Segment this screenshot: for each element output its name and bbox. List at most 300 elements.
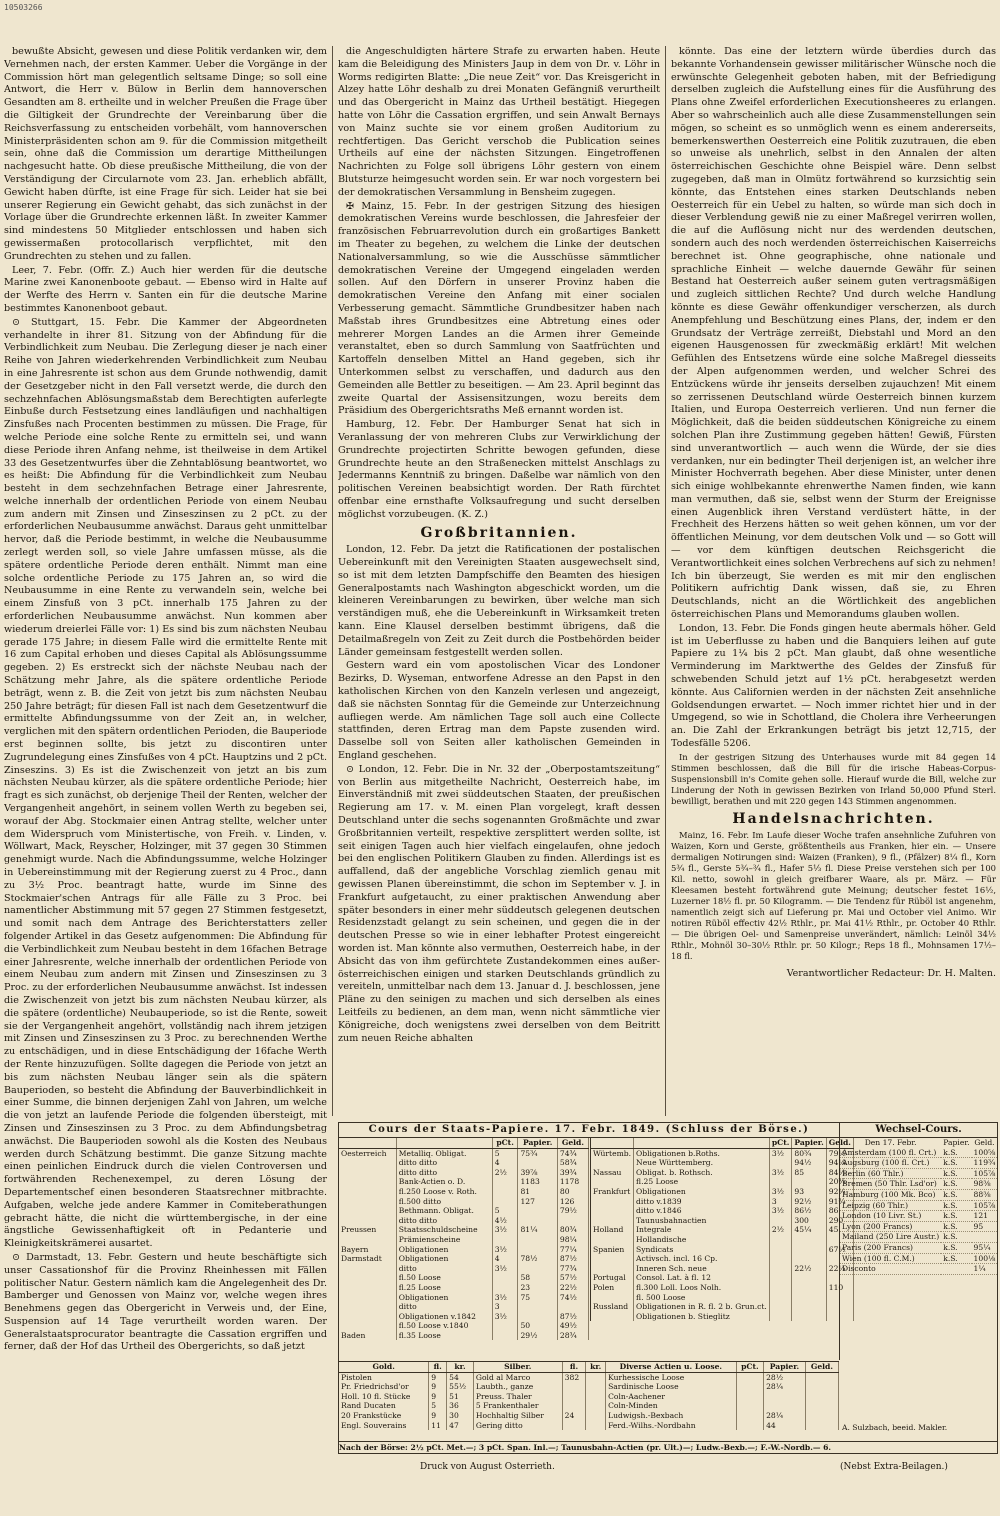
bond-row (339, 1158, 589, 1168)
table-cell: Oesterreich (339, 1148, 396, 1158)
table-cell: Gold al Marco (473, 1372, 562, 1382)
table-cell: Bayern (339, 1245, 396, 1255)
exchange-row (840, 1200, 997, 1211)
table-cell: 51 (447, 1392, 474, 1402)
table-cell: 81 (518, 1187, 557, 1197)
table-cell: Inneren Sch. neue (634, 1264, 770, 1274)
table-header-cell: Geld. (974, 1138, 995, 1147)
table-cell: Pistolen (339, 1372, 429, 1382)
table-cell: 79½ (826, 1148, 853, 1158)
table-cell: 78½ (518, 1254, 557, 1264)
table-cell: 5 (492, 1206, 518, 1216)
table-cell (339, 1177, 396, 1187)
bond-row (339, 1321, 589, 1331)
table-cell (805, 1392, 838, 1402)
table-cell: Obligationen (396, 1245, 492, 1255)
table-cell: 3½ (492, 1225, 518, 1235)
table-cell (764, 1392, 806, 1402)
table-cell: fl.250 Loose v. Roth. (396, 1187, 492, 1197)
table-cell: ditto ditto (396, 1168, 492, 1178)
bond-row (591, 1264, 854, 1274)
table-cell: k.S. (941, 1253, 971, 1264)
table-cell: ditto v.1846 (634, 1206, 770, 1216)
table-cell: Coln-Minden (606, 1401, 737, 1411)
column-1 (4, 46, 327, 1516)
market-quotes (338, 1122, 998, 1454)
table-cell (591, 1216, 634, 1226)
table-cell: Obligationen v.1842 (396, 1312, 492, 1322)
table-cell: 300 (792, 1216, 826, 1226)
table-cell: 88⅜ (972, 1189, 998, 1200)
table-cell: Frankfurt (591, 1187, 634, 1197)
table-cell (339, 1273, 396, 1283)
table-cell: fl.500 ditto (396, 1197, 492, 1207)
table-cell: 100⅝ (973, 1147, 996, 1157)
bond-row (339, 1331, 589, 1341)
bond-row (339, 1283, 589, 1293)
table-cell: k.S. (941, 1179, 971, 1190)
table-cell (769, 1158, 792, 1168)
table-cell: fl.35 Loose (396, 1331, 492, 1341)
column-2 (338, 46, 660, 1116)
table-cell: 3½ (769, 1206, 792, 1216)
bond-row (339, 1293, 589, 1303)
section-heading-grossbritannien: Großbritannien. (420, 525, 578, 542)
table-cell (586, 1411, 606, 1421)
table-cell: 5 (492, 1148, 518, 1158)
table-cell: k.S. (941, 1189, 971, 1200)
printer-imprint: Druck von August Osterrieth. (420, 1462, 555, 1472)
table-cell: 95¼ (972, 1242, 998, 1253)
table-cell: 9 (429, 1382, 447, 1392)
table-cell: Consol. Lat. à fl. 12 (634, 1273, 770, 1283)
table-cell: 3½ (769, 1148, 792, 1158)
table-cell: 67½ (826, 1245, 853, 1255)
table-cell (586, 1392, 606, 1402)
table-cell: k.S. (941, 1200, 971, 1211)
table-cell (764, 1401, 806, 1411)
bond-table (339, 1138, 851, 1360)
exchange-row (840, 1189, 997, 1200)
table-cell: Laubth., ganze (473, 1382, 562, 1392)
table-cell: 94½ (792, 1158, 826, 1168)
table-cell: Metalliq. Obligat. (396, 1148, 492, 1158)
table-cell: Holl. 10 fl. Stücke (339, 1392, 429, 1402)
article-paragraph: Leer, 7. Febr. (Offr. Z.) Auch hier werden für die deutsche Marine zwei Kanonenboote gebaut. — Ebenso wird in Halte auf der Werfte des Herrn v. Santen ein für die deutsche Marine bestimmtes Kanonenboot gebaut. (4, 264, 327, 314)
table-cell: 80¾ (557, 1225, 588, 1235)
table-cell (492, 1331, 518, 1341)
table-cell: 9 (429, 1392, 447, 1402)
table-cell: 9 (429, 1372, 447, 1382)
table-cell (792, 1273, 826, 1283)
table-cell: ditto ditto (396, 1216, 492, 1226)
table-cell: 1178 (557, 1177, 588, 1187)
bond-row (591, 1206, 854, 1216)
bond-row (591, 1216, 854, 1226)
table-cell: k.S. (941, 1232, 971, 1243)
table-header-cell: Geld. (557, 1138, 588, 1148)
exchange-row (840, 1179, 997, 1190)
table-cell (591, 1312, 634, 1322)
table-header-cell: pCt. (736, 1362, 763, 1372)
table-header-cell: Den 17. Febr. (864, 1138, 917, 1147)
table-cell (339, 1235, 396, 1245)
table-cell: Staatsschuldscheine (396, 1225, 492, 1235)
bond-row (591, 1283, 854, 1293)
table-cell (492, 1187, 518, 1197)
article-paragraph: könnte. Das eine der letztern würde überdies durch das bekannte Vorhandensein gewisser militärischer Wünsche noch die erwünschte Gelegenheit geboten haben, mit der Befriedigung derselben zugleich die Aufstellung eines für die Ausführung des Plans ohne Zweifel erforderlichen Executionsheeres zu erlangen. Aber so wahrscheinlich auch alle diese Zusammenstellungen sein mögen, so scheint es so unmöglich wenn es einem andererseits, bemerkenswerthen Oesterreich eine Politik zuzutrauen, die eben so unweise als unehrlich, selbst in den Annalen der alten österreichischen Geschichte ohne Beispiel wäre. Denn selbst zugegeben, daß man in Olmütz fortwährend so kurzsichtig sein könnte, das Entstehen eines starken Deutschlands neben Oesterreich für ein Uebel zu halten, so würde man sich doch in dieser Verblendung gewiß nie zu einer Maßregel verirren wollen, die auf die Auflösung nicht nur des werdenden deutschen, sondern auch des noch werdenden österreichischen Kaiserreichs berechnet ist. Ohne geographische, ohne nationale und sprachliche Einheit — welche dauernde Gewähr für seinen Bestand hat Oesterreich außer seinem guten vertragsmäßigen und zugleich sittlichen Rechte? Und durch welche Handlung könnte es diese Gewähr offenkundiger verscherzen, als durch Anempfehlung und Beschützung eines Plans, der, indem er den Grundsatz der Verträge zerreißt, Diebstahl und Mord an den eigenen Hausgenossen für zweckmäßig erklärt! Mit welchen Gefühlen des Entsetzens würde eine solche Maßregel diesseits der Alpen aufgenommen werden, und welcher Schrei des Entzückens würde ihr jenseits derselben zujauchzen! Mit einem so zerrissenen Deutschland würde Oesterreich binnen kurzem Italien, und Europa Oesterreich verlieren. Und nun ferner die Möglichkeit, daß die beiden süddeutschen Königreiche zu einem solchen Plan ihre Zustimmung gegeben hätten! Gewiß, Fürsten sind unverantwortlich — auch wenn die Würde, der sie dies verdanken, nur ein bedingter Theil derjenigen ist, an welcher ihre Minister Hochverrath begehen. Aber diese Minister, unter denen sich einige wohlbekannte ehrenwerthe Namen finden, wie kann man vermuthen, daß sie, selbst wenn der Sturm der Ereignisse einen Augenblick ihren Verstand verdüstert hätte, in der Frechheit des Herzens hätten so weit gehen können, um vor der öffentlichen Meinung, vor dem deutschen Volk und — so Gott will — vor dem künftigen deutschen Reichsgericht die Verantwortlichkeit eines solchen Verbrechens auf sich zu nehmen! Ich bin überzeugt, Sie werden es mit mir den englischen Politikern aufrichtig Dank wissen, daß sie, zu Ehren Deutschlands, nicht an die Wörtlichkeit des angeblichen österreichischen Plans und Memorandums glauben wollen. (671, 46, 996, 621)
table-cell: Mailand (250 Lire Austr.) (842, 1232, 940, 1242)
table-cell: 5 Frankenthaler (473, 1401, 562, 1411)
table-cell (339, 1312, 396, 1322)
bond-row (339, 1187, 589, 1197)
table-cell (339, 1197, 396, 1207)
bond-row (591, 1177, 854, 1187)
table-cell: 3 (492, 1302, 518, 1312)
table-cell: 11 (429, 1421, 447, 1431)
table-cell: 57½ (557, 1273, 588, 1283)
table-cell: 30 (447, 1411, 474, 1421)
bond-row (591, 1197, 854, 1207)
table-cell: 3½ (492, 1312, 518, 1322)
bond-row (339, 1168, 589, 1178)
table-cell (518, 1235, 557, 1245)
table-header-cell: Papier. (792, 1138, 826, 1148)
article-paragraph: Hamburg, 12. Febr. Der Hamburger Senat hat sich in Veranlassung der von mehreren Clubs zur Verwirklichung der Grundrechte projectirten Schritte bewogen gefunden, diese Grundrechte heute an den Straßenecken mittelst Anschlags zu Jedermanns Kenntniß zu bringen. Daßelbe war nämlich von den politischen Vereinen beabsichtigt worden. Der Rath fürchtet offenbar eine ernsthafte Volksaufregung und sucht derselben möglichst vorzubeugen. (K. Z.) (338, 419, 660, 520)
table-cell (586, 1372, 606, 1382)
table-cell (792, 1302, 826, 1312)
table-cell: ditto (396, 1264, 492, 1274)
table-cell: 80¾ (792, 1148, 826, 1158)
table-cell: Hamburg (100 Mk. Bco) (840, 1189, 941, 1200)
editor-line: Verantwortlicher Redacteur: Dr. H. Malten. (786, 967, 996, 979)
exchange-row (840, 1221, 997, 1232)
table-cell (339, 1216, 396, 1226)
table-cell (792, 1245, 826, 1255)
table-cell: Leipzig (60 Thlr.) (840, 1200, 941, 1211)
table-cell (769, 1293, 792, 1303)
table-cell (518, 1312, 557, 1322)
table-cell: 121 (972, 1211, 998, 1222)
table-cell (769, 1245, 792, 1255)
table-cell: 22½ (557, 1283, 588, 1293)
table-cell: Hochhaltig Silber (473, 1411, 562, 1421)
table-cell: 22½ (792, 1264, 826, 1274)
table-cell: 119¾ (973, 1158, 996, 1168)
table-cell: Engl. Souverains (339, 1421, 429, 1431)
coin-row (339, 1421, 839, 1431)
table-cell: 45¼ (792, 1225, 826, 1235)
table-cell (792, 1283, 826, 1293)
bond-row (591, 1254, 854, 1264)
article-paragraph: ⊙ London, 12. Febr. Die in Nr. 32 der „Oberpostamtszeitung“ von Berlin aus mitgetheilte Nachricht, Oesterreich habe, im Einverständniß mit zwei süddeutschen Staaten, der preußischen Regierung am 17. v. M. einen Plan vorgelegt, kraft dessen Deutschland unter die sechs sogenannten Großmächte und zwar Großbritannien verteilt, respektive zersplittert werden sollte, ist seit einigen Tagen auch hier vielfach eingelaufen, ohne jedoch bei den englischen Politikern Glauben zu finden. Allerdings ist es auffallend, daß der angebliche Vorschlag ziemlich genau mit gewissen Planen übereinstimmt, die schon im September v. J. in Frankfurt aufgetaucht, zu einer praktischen Anwendung aber später besonders in einer mehr süddeutsch gelegenen deutschen Residenzstadt gelangt zu sein scheinen, und gegen die in der deutschen Presse so wie in einer lebhafter Protest eingereicht worden ist. Man könnte also vermuthen, Oesterreich habe, in der Absicht das von ihm gefürchtete Zustandekommen eines außer-österreichischen einigen und starken Deutschlands gründlich zu vereiteln, unmittelbar nach dem 13. Januar d. J. beschlossen, jene Pläne zu den seinigen zu machen und sich derselben als eines Leitfeils zu bedienen, an dem man, wenn nicht sämmtliche vier Königreiche, doch wenigstens zwei derselben von dem Beitritt zum neuen Reiche abhalten (338, 763, 660, 1044)
table-cell (492, 1273, 518, 1283)
table-cell: 4½ (492, 1216, 518, 1226)
table-header-cell: Papier. (764, 1362, 806, 1372)
table-cell: 39¾ (557, 1168, 588, 1178)
market-title: Cours der Staats-Papiere. 17. Febr. 1849. (Schluss der Börse.) (339, 1123, 839, 1138)
table-header-row (591, 1138, 854, 1148)
coin-table (339, 1361, 839, 1442)
table-cell (557, 1216, 588, 1226)
exchange-title: Wechsel-Cours. (840, 1123, 997, 1138)
table-cell (492, 1235, 518, 1245)
table-cell: 22¼ (826, 1264, 853, 1274)
bond-row (339, 1197, 589, 1207)
bond-row (339, 1264, 589, 1274)
bond-row (591, 1293, 854, 1303)
table-cell: 3½ (769, 1168, 792, 1178)
table-cell: 20 Frankstücke (339, 1411, 429, 1421)
table-cell: 87½ (557, 1312, 588, 1322)
table-cell (792, 1312, 826, 1322)
table-cell (562, 1382, 586, 1392)
bond-row (591, 1235, 854, 1245)
bond-row (591, 1168, 854, 1178)
table-cell: Spanien (591, 1245, 634, 1255)
table-cell: k.S. (941, 1168, 971, 1179)
table-cell: Augsburg (100 fl. Crt.) (840, 1158, 941, 1169)
table-cell: Ludwigsh.-Bexbach (606, 1411, 737, 1421)
table-cell: Russland (591, 1302, 634, 1312)
exchange-row (840, 1148, 997, 1158)
table-cell: Obligationen in R. fl. 2 b. Grun.ct. (634, 1302, 770, 1312)
table-cell (591, 1254, 634, 1264)
table-header-row (339, 1138, 589, 1148)
bond-row (591, 1225, 854, 1235)
table-header-cell: Papier. (518, 1138, 557, 1148)
coin-row (339, 1411, 839, 1421)
table-header-cell: kr. (447, 1362, 474, 1372)
table-cell: 2½ (769, 1225, 792, 1235)
table-cell (736, 1372, 763, 1382)
table-header-cell: Diverse Actien u. Loose. (606, 1362, 737, 1372)
table-cell: 93 (792, 1187, 826, 1197)
table-cell: 75 (518, 1293, 557, 1303)
table-cell (492, 1321, 518, 1331)
table-cell: 28¾ (557, 1331, 588, 1341)
coin-row (339, 1372, 839, 1382)
table-cell: 87½ (557, 1254, 588, 1264)
table-cell: 39⅞ (518, 1168, 557, 1178)
bond-row (339, 1245, 589, 1255)
article-paragraph: ✠ Mainz, 15. Febr. In der gestrigen Sitzung des hiesigen demokratischen Vereins wurde beschlossen, die Jahresfeier der französischen Februarrevolution durch ein großartiges Bankett im Theater zu begehen, zu welchem die Linke der deutschen Nationalversammlung, so wie die Ausschüsse sämmtlicher demokratischen Vereine der Umgegend eingeladen werden sollen. Auf den Dörfern in unserer Provinz haben die demokratischen Vereine den Anfang mit einer socialen Verbesserung gemacht. Sämmtliche Grundbesitzer haben nach Maßstab ihres Grundbesitzes eine Abtretung eines oder mehrerer Morgen Landes an die Armen ihrer Gemeinde veranstaltet, eben so durch Sammlung von Saatfrüchten und Kartoffeln denselben Mittel an Hand gegeben, sich ihr Unterkommen selbst zu verschaffen, und dadurch aus den Gemeinden alle Bettler zu beseitigen. — Am 23. April beginnt das zweite Quartal der Assisensitzungen, wozu bereits dem Präsidium des Obergerichtsraths Meß ernannt worden ist. (338, 200, 660, 417)
table-cell (562, 1401, 586, 1411)
table-cell (805, 1421, 838, 1431)
table-header-cell: pCt. (769, 1138, 792, 1148)
table-cell: Obligationen (396, 1293, 492, 1303)
table-cell (518, 1264, 557, 1274)
table-cell: Nassau (591, 1168, 634, 1178)
table-cell: ditto (396, 1302, 492, 1312)
table-cell: Obligationen (634, 1187, 770, 1197)
table-cell: 9 (429, 1411, 447, 1421)
table-cell (769, 1312, 792, 1322)
table-cell (586, 1382, 606, 1392)
article-paragraph: Gestern ward ein vom apostolischen Vicar des Londoner Bezirks, D. Wyseman, entworfene Adresse an den Papst in den katholischen Kirchen von den Kanzeln verlesen und angezeigt, daß sie nächsten Sonntag für die Gemeinde zur Unterzeichnung aufliegen werde. Am nämlichen Tage soll auch eine Collecte stattfinden, deren Ertrag man dem Papste zusenden wird. Dasselbe soll von Seiten aller katholischen Gemeinden in England geschehen. (338, 660, 660, 762)
table-cell: 50 (518, 1321, 557, 1331)
exchange-rates (840, 1123, 997, 1453)
table-cell: Obligationen b. Stieglitz (634, 1312, 770, 1322)
bond-table-left (339, 1138, 589, 1340)
table-cell: 5 (429, 1401, 447, 1411)
article-paragraph: bewußte Absicht, gewesen und diese Politik verdanken wir, dem Vernehmen nach, der ersten Kammer. Ueber die Vorgänge in der Commission hört man gelegentlich seltsame Dinge; so soll eine Antwort, die Herr v. Bülow in Berlin dem hannoverschen Gesandten am 8. ertheilte und in welcher Preußen die Frage über die Giltigkeit der Grundrechte der Vereinbarung über die Reichsverfassung zu entscheiden vorbehält, vom hannoverschen Ministerpräsidenten schon am 9. für die Commission mitgetheilt sein, ohne daß die Commission um derartige Mittheilungen nachgesucht hatte. Ob diese preußische Mittheilung, die von der Verständigung der Circularnote vom 23. Jan. erheblich abfällt, Gewicht haben dürfte, ist eine Frage für sich. Leider hat sie bei unserer Regierung ein Gewicht gehabt, das sich zunächst in der Vorlage über die Grundrechte erkennen läßt. In zweiter Kammer sind mindestens 50 Mitglieder entschlossen und haben sich gewissermaßen protocollarisch verpflichtet, mit den Grundrechten zu stehen und zu fallen. (4, 46, 327, 262)
bond-row (339, 1273, 589, 1283)
bond-row (591, 1158, 854, 1168)
table-header-cell: Geld. (826, 1138, 853, 1148)
table-cell: Sardinische Loose (606, 1382, 737, 1392)
table-cell: Preussen (339, 1225, 396, 1235)
table-cell (769, 1283, 792, 1293)
table-cell: 105⅞ (973, 1200, 996, 1210)
exchange-row (840, 1232, 997, 1243)
table-cell: Gering ditto (473, 1421, 562, 1431)
table-cell (792, 1235, 826, 1245)
bond-row (339, 1148, 589, 1158)
table-cell: 77¼ (557, 1245, 588, 1255)
article-paragraph: Mainz, 16. Febr. Im Laufe dieser Woche trafen ansehnliche Zufuhren von Waizen, Korn und Gerste, größtentheils aus Franken, hier ein. — Unsere dermaligen Notirungen sind: Waizen (Franken), 9 fl., (Pfälzer) 8¼ fl., Korn 5¾ fl., Gerste 5¾–¾ fl., Hafer 5⅓ fl. Diese Preise verstehen sich per 100 Kil. netto, sowohl in gleich greifbarer Waare, als pr. März. — Für Kleesamen besteht fortwährend gute Meinung; deutscher festet 16½, Luzerner 18½ fl. pr. 50 Kilogramm. — Die Tendenz für Rüböl ist angenehm, namentlich zeigt sich auf Lieferung pr. Mai und October viel Animo. Wir notiren Rüböl effectiv 42½ Rthlr., pr. Mai 41½ Rthlr., pr. October 40 Rthlr. — Die übrigen Oel- und Samenpreise unverändert, nämlich: Leinöl 34½ Rthlr., Mohnöl 30–30½ Rthlr. pr. 50 Kilogr.; Reps 18 fl., Mohnsamen 17½–18 fl. (671, 829, 996, 961)
table-cell (591, 1293, 634, 1303)
table-cell: Wien (100 fl. C.M.) (840, 1253, 941, 1264)
article-paragraph: London, 12. Febr. Da jetzt die Ratificationen der postalischen Uebereinkunft mit den Vereinigten Staaten ausgewechselt sind, so ist mit dem letzten Dampfschiffe den Beamten des hiesigen Generalpostamts nach Washington abgeschickt worden, um die kleineren Vereinbarungen zu bewirken, über welche man sich verständigen muß, ehe die Uebereinkunft in Wirksamkeit treten kann. Eine Klausel derselben bestimmt übrigens, daß die Detailmaßregeln von Zeit zu Zeit durch die Postbehörden beider Länder gemeinsam festgestellt werden sollen. (338, 544, 660, 658)
table-cell: fl.25 Loose (634, 1177, 770, 1187)
table-cell: 126 (557, 1197, 588, 1207)
table-cell: Rand Ducaten (339, 1401, 429, 1411)
table-header-cell (634, 1138, 770, 1148)
table-cell (769, 1177, 792, 1187)
table-cell (492, 1197, 518, 1207)
table-cell: 74½ (557, 1293, 588, 1303)
table-cell: 77¾ (557, 1264, 588, 1274)
table-cell (339, 1283, 396, 1293)
table-cell: 110 (826, 1283, 853, 1293)
table-cell (792, 1177, 826, 1187)
table-cell (792, 1254, 826, 1264)
table-cell (339, 1158, 396, 1168)
bond-row (339, 1312, 589, 1322)
table-cell: 29½ (518, 1331, 557, 1341)
table-cell (518, 1158, 557, 1168)
table-cell: Würtemb. (591, 1148, 634, 1158)
table-cell: 105⅞ (973, 1168, 996, 1178)
table-cell: fl.50 Loose v.1840 (396, 1321, 492, 1331)
table-header-row (840, 1138, 997, 1148)
bond-table-right (590, 1138, 854, 1321)
table-cell (339, 1293, 396, 1303)
table-cell: k.S. (941, 1158, 971, 1169)
table-cell: fl.300 Loll. Loos Nolh. (634, 1283, 770, 1293)
table-cell: 85 (792, 1168, 826, 1178)
bond-row (591, 1312, 854, 1322)
table-cell: Obligat. b. Rothsch. (634, 1168, 770, 1178)
column-3 (671, 46, 996, 1116)
bond-row (339, 1235, 589, 1245)
table-cell: Syndicats (634, 1245, 770, 1255)
table-cell: 4 (492, 1158, 518, 1168)
table-cell (557, 1302, 588, 1312)
table-cell: Darmstadt (339, 1254, 396, 1264)
table-cell: 127 (518, 1197, 557, 1207)
table-cell: Baden (339, 1331, 396, 1341)
article-paragraph: ⊙ Stuttgart, 15. Febr. Die Kammer der Abgeordneten verhandelte in ihrer 81. Sitzung von der Abfindung für die Verbindlichkeit zum Neubau. Die Zerlegung dieser je nach einer Reihe von Jahren wiederkehrenden Verbindlichkeit zum Neubau in eine Jahresrente ist schon aus dem Grunde nothwendig, damit der Gesetzgeber nicht in den Fall versetzt werde, die durch den sechzehnfachen Ablösungsmaßstab dem Berechtigten auferlegte Einbuße durch Festsetzung eines landläufigen und nachhaltigen Zinsfußes nach Procenten bestimmen zu müssen. Die Frage, für welche Periode eine solche Rente zu ermitteln sei, und wann diese Periode ihren Anfang nehme, ist theilweise in dem Artikel 33 des Gesetzentwurfes über die Zehntablösung beantwortet, wo es heißt: Die Abfindung für die Verbindlichkeit zum Neubau besteht in dem sechzehnfachen Betrage einer Jahresrente, welche innerhalb der ordentlichen Periode von einem Neubau zum andern mit Zinsen und Zinseszinsen zu 2 pCt. zu der erforderlichen Neubausumme anwächst. Daraus geht unmittelbar hervor, daß die Periode bestimmt, in welche die Neubausumme zerlegt werden soll, so viele Jahre umfassen müsse, als die spätere ordentliche Periode deren enthält. Nimmt man eine solche ordentliche Periode zu 175 Jahren an, so wird die Neubausumme in eine Rente zu verwandeln sein, welche bei einem Zinsfuß von 3 pCt. innerhalb 175 Jahren zu der erforderlichen Neubausumme anwächst. Nun kommen aber wiederum dreierlei Fälle vor: 1) Es sind bis zum nächsten Neubau gerade 175 Jahre; in diesem Falle wird die ermittelte Rente mit 16 zum Capital erhoben und dieses Capital als Ablösungssumme gegeben. 2) Es erstreckt sich der nächste Neubau nach der Schätzung mehr Jahre, als die spätere ordentliche Periode beträgt, wenn z. B. die Zeit von jetzt bis zum nächsten Neubau 250 Jahre beträgt; für diesen Fall ist nach dem Gesetzentwurf die ermittelte Abfindungssumme von der Zeit an, in welcher, verglichen mit den spätern ordentlichen Perioden, die Bauperiode erst beginnen sollte, bis jetzt zu discontiren unter Zugrundelegung eines Zinsfußes von 4 pCt. Hauptzins und 2 pCt. Zinseszins. 3) Es ist die Zwischenzeit von jetzt an bis zum nächsten Neubau kürzer, als die spätere ordentliche Periode; hier fragt es sich zunächst, ob derjenige Theil der Renten, welcher der Vergangenheit angehört, in seinem vollen Werth zu begeben sei, worauf der Abg. Stockmaier einen Antrag stellte, welcher unter dem Widerspruch vom Ministertische, von Freih. v. Linden, v. Wöllwart, Mack, Reyscher, Holzinger, mit 37 gegen 30 Stimmen genehmigt wurde. Nach die Abfindungssumme, welche Holzinger in Uebereinstimmung mit der Regierung zuerst zu 4 Proc., dann zu 3½ Proc. beantragt hatte, wurde im Sinne des Stockmaier'schen Antrags für alle Fälle zu 3 Proc. bei namentlicher Abstimmung mit 57 gegen 27 Stimmen festgesetzt, und somit nach dem Antrage des Berichterstatters zeller folgender Artikel in das Gesetz aufgenommen: Die Abfindung für die Verbindlichkeit zum Neubau besteht in dem 16fachen Betrage einer Jahresrente, welche innerhalb der ordentlichen Periode von einem Neubau zum andern mit Zinsen und Zinseszinsen zu 3 Proc. zu der erforderlichen Neubausumme anwächst. Ist indessen die Zwischenzeit von jetzt bis zum nächsten Neubau kürzer, als die spätere (ordentliche) Neubauperiode, so ist die Rente, soweit sie der Vergangenheit angehört, vollständig nach ihrem jetzigen mit Zinsen und Zinseszinsen zu 3 Proc. zu berechnenden Werthe zu entschädigen, und in diese Entschädigung der 16fache Werth der Rente hinzuzufügen. Sollte dagegen die Periode von jetzt an bis zum nächsten Neubau länger sein als die spätern Bauperioden, so besteht die Abfindung der Bauverbindlichkeit in einer Summe, die binnen derjenigen Zahl von Jahren, um welche die von jetzt an laufende Periode die folgenden übersteigt, mit Zinsen und Zinseszinsen zu 3 Proc. zu dem Abfindungsbetrag anwächst. Die Bauperioden sowohl als die Kosten des Neubaus werden durch Schätzung bestimmt. Die ganze Sitzung machte einen peinlichen Eindruck durch die vielen Controversen und fortwährenden Rechenexempel, zu deren Lösung der Departementschef einen besonderen Staatsrechner mitbrachte. Aufgaben, welche jede andere Kammer in Comiteberathungen gebracht hätte, die nicht die württembergische, in der eine ängstliche Gewissenhaftigkeit oft in Pedanterie und Kleinigkeitskrämerei ausartet. (4, 316, 327, 1250)
table-cell: 20¾ (826, 1177, 853, 1187)
table-cell (339, 1168, 396, 1178)
exchange-row (840, 1211, 997, 1222)
table-cell: 55½ (447, 1382, 474, 1392)
table-cell: 95 (972, 1221, 998, 1232)
table-header-cell (591, 1138, 634, 1148)
table-header-cell: Silber. (473, 1362, 562, 1372)
table-cell (518, 1245, 557, 1255)
table-cell: 94¼ (826, 1158, 853, 1168)
table-cell: 49½ (557, 1321, 588, 1331)
table-cell: Obligationen b.Roths. (634, 1148, 770, 1158)
scan-id: 10503266 (4, 3, 43, 12)
table-cell: 58¾ (557, 1158, 588, 1168)
table-cell: 3 (769, 1197, 792, 1207)
table-cell (562, 1392, 586, 1402)
table-cell: 91¾ (826, 1197, 853, 1207)
table-header-cell: fl. (429, 1362, 447, 1372)
table-cell (339, 1206, 396, 1216)
table-cell (518, 1302, 557, 1312)
table-header-cell: kr. (586, 1362, 606, 1372)
table-cell: 86 (826, 1206, 853, 1216)
table-cell: Taunusbahnactien (634, 1216, 770, 1226)
table-cell: 24 (562, 1411, 586, 1421)
table-cell: 28½ (764, 1372, 806, 1382)
bond-row (591, 1245, 854, 1255)
table-cell: Portugal (591, 1273, 634, 1283)
table-cell: k.S. (941, 1221, 971, 1232)
exchange-row (840, 1253, 997, 1264)
table-cell: London (10 Livr. St.) (840, 1211, 941, 1222)
table-cell: Integrale (634, 1225, 770, 1235)
bond-row (339, 1206, 589, 1216)
table-cell: k.S. (941, 1148, 971, 1158)
table-cell: Obligationen (396, 1254, 492, 1264)
table-cell: 23 (518, 1283, 557, 1293)
table-cell: 3½ (769, 1187, 792, 1197)
table-header-row (339, 1362, 839, 1372)
table-cell: 84½ (826, 1168, 853, 1178)
table-cell (591, 1197, 634, 1207)
table-cell (941, 1264, 971, 1275)
table-cell: Preuss. Thaler (473, 1392, 562, 1402)
table-cell (339, 1302, 396, 1312)
table-cell: 1¼ (972, 1264, 998, 1275)
table-header-cell: Gold. (339, 1362, 429, 1372)
coin-row (339, 1401, 839, 1411)
table-cell (492, 1177, 518, 1187)
table-cell: Berlin (60 Thlr.) (840, 1168, 941, 1179)
exchange-row (840, 1168, 997, 1179)
table-cell: fl.50 Loose (396, 1273, 492, 1283)
table-header-cell: Geld. (805, 1362, 838, 1372)
table-cell (736, 1411, 763, 1421)
table-cell: Paris (200 Francs) (840, 1242, 941, 1253)
coin-row (339, 1392, 839, 1402)
table-cell: ditto ditto (396, 1158, 492, 1168)
table-cell (591, 1206, 634, 1216)
table-cell (736, 1421, 763, 1431)
table-cell: ditto v.1839 (634, 1197, 770, 1207)
table-cell: 3½ (492, 1293, 518, 1303)
table-cell (586, 1401, 606, 1411)
table-cell (736, 1401, 763, 1411)
table-cell: Prämienscheine (396, 1235, 492, 1245)
table-cell (591, 1235, 634, 1245)
